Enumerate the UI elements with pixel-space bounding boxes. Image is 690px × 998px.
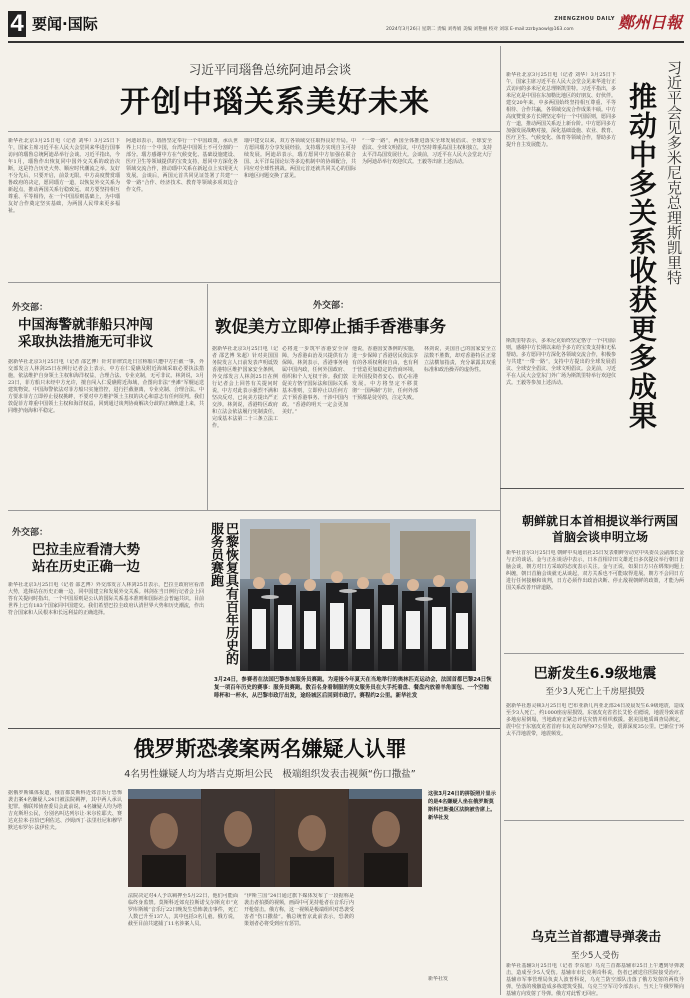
sidebar-kicker: 习近平会见多米尼克总理斯凯里特 [665, 60, 683, 285]
column-divider-bottom [500, 490, 501, 995]
column-divider-1 [207, 284, 208, 510]
quake-headline: 巴新发生6.9级地震 [533, 666, 657, 682]
logo-en: ZHENGZHOU DAILY [554, 16, 615, 22]
photo-caption: 3月24日，参赛者在法国巴黎参加服务员赛跑。为迎接今年夏天在当地举行的奥林匹克运动会，法国首都巴黎24日恢复一项百年历史的赛事：服务员赛跑。数百名身着制服的男女服务员在大手托着盘、餐盘内放着羊角面包、一个空咖啡杯和一杯水，从巴黎市政厅出发，途经城区后回到市政厅。赛程约2公里。新华社发 [214, 677, 492, 699]
coastguard-headline: 中国海警就菲船只冲闯采取执法措施无可非议 [18, 317, 153, 350]
suspects-photo-art [128, 789, 422, 887]
sidebar-bottom-rule [500, 488, 684, 489]
hongkong-column-1: 据新华社北京3月25日电（记者 邵艺博 朱超）针对美国国务院发言人日前发表声明诋毁香港特区维护国家安全条例，外交部发言人林剑25日在例行记者会上回答有关提问时说，中方对此表示强烈不满和坚决反对，已向美方提出严正交涉。林剑说，香港特区政府和立法会依法履行宪制责任，完成基本法第二十三条立法工作。 [212, 346, 278, 429]
lead-column-4: “一带一路”，两国全体推进落实全球发展倡议、全球安全倡议、全球文明倡议，中方坚持尊重岛国主权和独立，支持太平洋岛国发展壮大。会谈前，习近平在人民大会堂北大厅为阿迪昂举行欢迎仪式。王毅等出席上述活动。 [362, 138, 492, 165]
sidebar-column-1: 新华社北京3月25日电（记者 刘华）3月25日下午，国家主席习近平在人民大会堂会见来华进行正式访问的多米尼克总理斯凯里特。习近平指出，多米尼克是中国在东加勒比地区的好朋友、好伙伴。建交20年来，中多两国始终坚持相互尊重、平等相待、合作共赢，各领域交流合作成果丰硕。中方高度赞赏多方长期坚定奉行一个中国原则，愿同多方一道，推动两国关系迈上新台阶。中方愿同多方加强发展战略对接，深化基础设施、农业、教育、医疗卫生、气候变化、体育等领域合作，帮助多方提升自主发展能力。 [506, 72, 616, 148]
paraguay-headline: 巴拉圭应看清大势站在历史正确一边 [32, 542, 140, 575]
russia-column-1: 据俄罗斯媒体报道，俄首都莫斯科近郊音乐厅恐怖袭击案4名嫌疑人24日被法院羁押，其中两人承认犯罪。俄联邦侦查委员会此前说，4名嫌疑人均为塔吉克斯坦公民，分别名叫达列尔让·米尔佐耶夫、赛达克拉米·拉恰巴利佐达、沙姆西丁·法里杜尼和穆罕默达布罗尔·法伊佐夫。 [8, 790, 122, 831]
ukraine-body: 新华社基辅3月25日电（记者 李东旭）乌克兰首都基辅市25日上午遭到导弹袭击，造成至少5人受伤。基辅市市长克利奇科说，伤者已被送往医院接受治疗。基辅市军事管理局负责人波普科说，乌克兰防空部队击落了俄方发射的两枚导弹，坠落的残骸造成多栋建筑受损。乌克兰空军司令部表示，当天上午俄罗斯向基辅方向发射了导弹。俄方对此暂无回应。 [506, 963, 684, 997]
hongkong-column-2: 必将进一步筑牢香港安全屏障，为香港由治及兴提供有力保障。林剑表示，香港事务纯属中国内政，任何外国政府、组织和个人无权干涉。我们敦促美方恪守国际法和国际关系基本准则，立即停止以任何方式干预香港事务、干涉中国内政。“香港的明天一定会更加美好。” [282, 346, 348, 415]
lead-column-3: 瑙中建交以来，双方各领域交往取得良好开局。中方愿同瑙方分享发展经验，支持瑙方实现自主可持续发展。阿迪昂表示，瑙方愿同中方加强在联合国、太平洋岛国论坛等多边机制中的协调配合，共同应对全球性挑战。两国元首还就共同关心的国际和地区问题交换了意见。 [244, 138, 356, 179]
quake-divider [504, 653, 684, 654]
hongkong-headline: 敦促美方立即停止插手香港事务 [215, 317, 446, 336]
masthead-rule [8, 41, 684, 43]
ukraine-divider [504, 820, 684, 821]
coastguard-body: 据新华社北京3月25日电（记者 邵艺博）针对菲律宾近日宣称船只遭中方拦截一事，外交部发言人林剑25日在例行记者会上表示，中方在仁爱礁及附近海域采取必要执法措施，依法维护自身领土主权和海洋权益，合理合法、专业克制，无可非议。林剑说，3月23日，菲方船只未经中方允许，擅自闯入仁爱礁附近海域，企图向非法“坐滩”军舰运送建筑物资。中国海警依法对菲方船只实施管控，进行拦截驱离，专业克制、合理合法。中方要求菲方立即停止侵权挑衅，不要对中方维护领土主权的决心和意志有任何误判。我们敦促菲方尊重中国领土主权和海洋权益，回到通过谈判协商解决分歧的正确轨道上来，共同维护南海和平稳定。 [8, 359, 204, 414]
photo-top-divider [208, 510, 500, 511]
paraguay-kicker: 外交部： [12, 528, 49, 538]
row2-divider [8, 282, 500, 283]
russia-subhead: 4名男性嫌疑人均为塔吉克斯坦公民 极端组织发表击视频“伤口撒盐” [124, 769, 416, 780]
russia-column-4: 新华社发 [428, 976, 449, 982]
lead-divider [8, 131, 500, 132]
russia-column-3: “伊斯兰国”24日通过旗下媒体发布了一段据称是袭击者拍摄的视频，画面中可见持枪者在音乐厅内开枪射击。俄方称，这一视频是极端组织对恐袭受害者“伤口撒盐”。俄总统普京此前表示，恐袭的策划者必将受到应有惩罚。 [244, 893, 354, 927]
waiter-race-photo [240, 519, 476, 671]
row3-left-divider [8, 510, 208, 511]
quake-subhead: 至少3人死亡上千房屋损毁 [545, 687, 645, 697]
quake-body: 据新华社惠灵顿3月25日电 巴布亚新几内亚北部24日凌晨发生6.9级地震，造成至少3人死亡，约1000座房屋损毁。东塞皮克省省长艾伦·伯德说，地震导致该省多地房屋倒塌，当地政府正紧急评估灾情并组织救援。据美国地质调查局测定，震中位于东塞皮克省首府韦瓦克以西约97公里处，震源深度35公里。巴新位于环太平洋地震带，地震频发。 [506, 703, 684, 737]
newspaper-logo: 鄭州日報 [618, 13, 683, 32]
paraguay-body: 新华社北京3月25日电（记者 邵艺博）外交部发言人林剑25日表示，巴拉圭政府应看清大势，选择站在历史正确一边，同中国建立和发展外交关系。林剑在当日例行记者会上回答有关提问时指出，一个中国原则是公认的国际关系基本准则和国际社会普遍共识。目前世界上已有183个国家同中国建交。我们希望巴拉圭政府认清世界大势和历史潮流，作出符合国家和人民根本和长远利益的正确选择。 [8, 582, 204, 616]
photo-vertical-title: 巴黎恢复具有百年历史的服务员赛跑 [208, 522, 238, 665]
coastguard-kicker: 外交部： [12, 303, 49, 313]
dprk-body: 新华社首尔3月25日电 朝鲜中央通讯社25日发表朝鲜劳动党中央委员会副部长金与正的谈话。金与正在谈话中表示，日本首相岸田文雄近日多次提议举行朝日首脑会谈，朝方对日方采取的态度表示关注。金与正说，如果日方只在绑架问题上纠缠，朝日首脑会谈就无从谈起，双方关系也不可能取得进展。朝方不会同日方进行任何接触和谈判，日方必须作出政治决断、停止敌视朝鲜的政策，才能为两国关系改善开辟道路。 [506, 550, 684, 591]
sidebar-column-2: 斯凯里特表示，多米尼克始终坚定恪守一个中国原则，感谢中方长期以来给予多方的宝贵支持和无私帮助。多方愿同中方深化各领域交流合作，积极参与共建“一带一路”，支持中方提出的全球发展倡议、全球安全倡议、全球文明倡议。会见前，习近平在人民大会堂东门外广场为斯凯里特举行欢迎仪式。王毅等参加上述活动。 [506, 338, 616, 386]
waiter-race-photo-art [240, 519, 476, 671]
ukraine-subhead: 至少5人受伤 [571, 951, 619, 961]
hongkong-kicker: 外交部： [313, 301, 350, 311]
sidebar-headline: 推动中多关系收获更多成果 [625, 82, 658, 430]
hongkong-column-3: 他说，香港国安条例的实施，进一步保障了香港居民依法享有的各项权利和自由，也有利于营造更加稳定的营商环境，让外国投资者安心、放心在港发展。中方将坚定不移贯彻“一国两制”方针，任何外部干预都是徒劳的，注定失败。 [352, 346, 418, 401]
dprk-headline: 朝鲜就日本首相提议举行两国首脑会谈申明立场 [521, 514, 678, 544]
hongkong-column-4: 林剑说，美国自己的国家安全立法数不胜数，却对香港特区正常立法横加指责，充分暴露其双重标准和政治操弄的虚伪性。 [424, 346, 496, 373]
russia-headline: 俄罗斯恐袭案两名嫌疑人认罪 [133, 737, 407, 761]
section-title: 要闻·国际 [32, 15, 98, 33]
russia-top-rule [8, 728, 500, 729]
lead-column-1: 新华社北京3月25日电（记者 刘华）3月25日下午，国家主席习近平在人民大会堂同来华进行国事访问的瑙鲁总统阿迪昂举行会谈。习近平指出，今年1月，瑙鲁作出恢复同中国外交关系的政治决断，这是符合历史大势、顺应时代潮流之举。友好不分先后，只要开启，前景无限。中方高度赞赏瑙鲁政府的决定，愿同瑙方一道，以恢复外交关系为新起点，推动两国关系行稳致远。双方要坚持相互尊重、平等相待，在一个中国原则基础上，为中瑙友好合作奠定坚实基础，为两国人民带来更多福祉。 [8, 138, 120, 214]
lead-headline: 开创中瑙关系美好未来 [120, 85, 430, 120]
suspects-caption: 这张3月24日的拼版照片显示的是4名嫌疑人坐在俄罗斯莫斯科巴斯曼区法院被告席上。新华社发 [428, 791, 496, 821]
lead-kicker: 习近平同瑙鲁总统阿迪昂会谈 [188, 62, 352, 77]
suspects-photo [128, 789, 422, 887]
ukraine-headline: 乌克兰首都遭导弹袭击 [530, 930, 661, 945]
page-number: 4 [8, 11, 26, 37]
russia-column-2: 法院决定对4人予以羁押至5月22日，他们可能面临终身监禁。莫斯科近郊克拉斯诺戈尔斯克市“克罗库斯城”音乐厅22日晚发生恐怖袭击事件，死亡人数已升至137人，其中包括3名儿童。俄方说，截至目前共逮捕了11名涉案人员。 [128, 893, 238, 927]
date-line: 2024年3月26日 星期二 责编 刘秀娟 美编 刘艳丽 校对 刘琼 E-mail:zzrbyaowl@163.com [386, 27, 574, 32]
lead-column-2: 阿迪昂表示，瑙鲁坚定奉行一个中国政策，承认世界上只有一个中国，台湾是中国领土不可分割的一部分。瑙方感谢中方在气候变化、基础设施建设、医疗卫生等领域提供的宝贵支持，愿同中方深化各领域交流合作，推动瑙中关系在新起点上实现更大发展。会谈后，两国元首共同见证签署了共建“一带一路”合作、经济技术、教育等领域多项双边合作文件。 [126, 138, 238, 193]
